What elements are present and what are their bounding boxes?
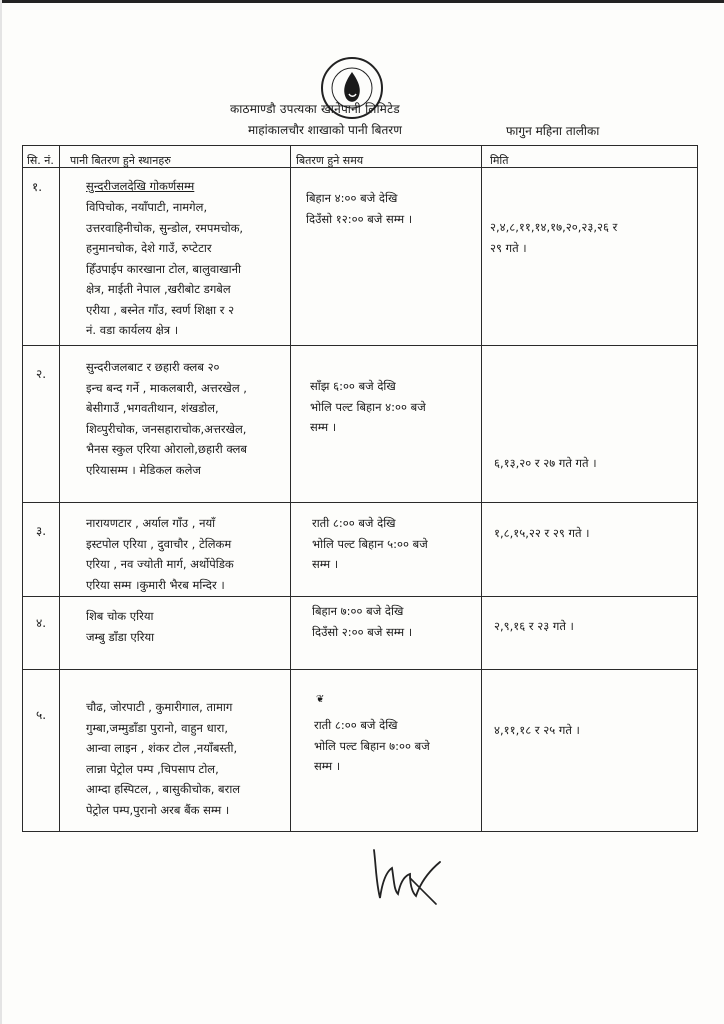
row-3-sn: ३.	[36, 524, 47, 538]
signature	[366, 838, 446, 908]
row-2-time: साँझ ६:०० बजे देखि भोलि पल्ट बिहान ४:०० बजे सम्म ।	[310, 379, 426, 434]
column-header-area: पानी बितरण हुने स्थानहरु	[70, 154, 171, 167]
row-5-dates: ४,११,१८ र २५ गते ।	[494, 723, 580, 737]
row-3-dates: १,८,१५,२२ र २९ गते ।	[494, 526, 590, 540]
row-1-dates: २,४,८,११,१४,१७,२०,२३,२६ र २९ गते ।	[490, 220, 618, 255]
column-header-date: मिति	[490, 154, 509, 167]
row-4-sn: ४.	[36, 616, 47, 630]
row-4-time: बिहान ७:०० बजे देखि दिउँसो २:०० बजे सम्म ।	[312, 604, 413, 639]
row-4-area: शिब चोक एरिया जम्बु डाँडा एरिया	[86, 609, 155, 644]
row-5-area: चौढ, जोरपाटी , कुमारीगाल, तामाग गुम्बा,जम्मुडाँडा पुरानो, वाहुन धारा, आन्वा लाइन , शंकर टोल ,नयाँबस्ती, लान्ना पेट्रोल पम्प ,चिपसाप टोल, आम्दा हस्पिटल, , बासुकीचोक, बराल पेट्रोल पम्प,पुरानो अरब बैंक सम्म ।	[86, 700, 241, 817]
row-1-area-title: सुन्दरीजलदेखि गोकर्णसम्म	[86, 179, 195, 193]
row-1-time: बिहान ४:०० बजे देखि दिउँसो १२:०० बजे सम्म ।	[306, 191, 413, 226]
row-3-time: राती ८:०० बजे देखि भोलि पल्ट बिहान ५:०० बजे सम्म ।	[312, 516, 428, 571]
column-header-time: बितरण हुने समय	[296, 154, 364, 167]
row-5-sn: ५.	[36, 708, 47, 722]
column-header-sn: सि. नं.	[27, 154, 54, 167]
row-2-area: सुन्दरीजलबाट र छहारी क्लब २० इन्च बन्द गर्ने , माकलबारी, अत्तरखेल , बेसीगाउँ ,भगवतीथान, शंखडोल, शिव्पुरीचोक, जनसहाराचोक,अत्तरखेल, भैनस स्कुल एरिया ओरालो,छहारी क्लब एरियासम्म । मेडिकल कलेज	[86, 360, 247, 477]
top-border	[0, 0, 724, 3]
row-2-dates: ६,१३,२० र २७ गते गते ।	[494, 456, 597, 470]
organization-title: काठमाण्डौ उपत्यका खानेपानी लिमिटेड	[230, 102, 400, 116]
left-margin	[0, 0, 2, 1024]
row-3-area: नारायणटार , अर्याल गाँउ , नयाँ इस्टपोल एरिया , दुवाचौर , टेलिकम एरिया , नव ज्योती मार्ग, अर्थोपेडिक एरिया सम्म ।कुमारी भैरब मन्दिर ।	[86, 516, 234, 592]
row-4-dates: २,९,१६ र २३ गते ।	[494, 619, 574, 633]
row-1-area: विपिचोक, नयाँपाटी, नामगेल, उत्तरवाहिनीचोक, सुन्डोल, रमपमचोक, हनुमानचोक, देशे गाउँ, रुप्टेटार हिँउपाईप कारखाना टोल, बालुवाखानी क्षेत्र, माईती नेपाल ,खरीबोट डगबेल एरीया , बस्नेत गाँउ, स्वर्ण शिक्षा र २ नं. वडा कार्यलय क्षेत्र ।	[86, 200, 244, 337]
row-1-sn: १.	[32, 180, 43, 194]
hand-mark-icon: ❦	[316, 694, 325, 705]
row-5-time: राती ८:०० बजे देखि भोलि पल्ट बिहान ७:०० बजे सम्म ।	[314, 718, 430, 773]
branch-title: माहांकालचौर शाखाको पानी बितरण	[248, 123, 402, 137]
schedule-label: फागुन महिना तालीका	[506, 124, 600, 138]
row-2-sn: २.	[36, 367, 47, 381]
